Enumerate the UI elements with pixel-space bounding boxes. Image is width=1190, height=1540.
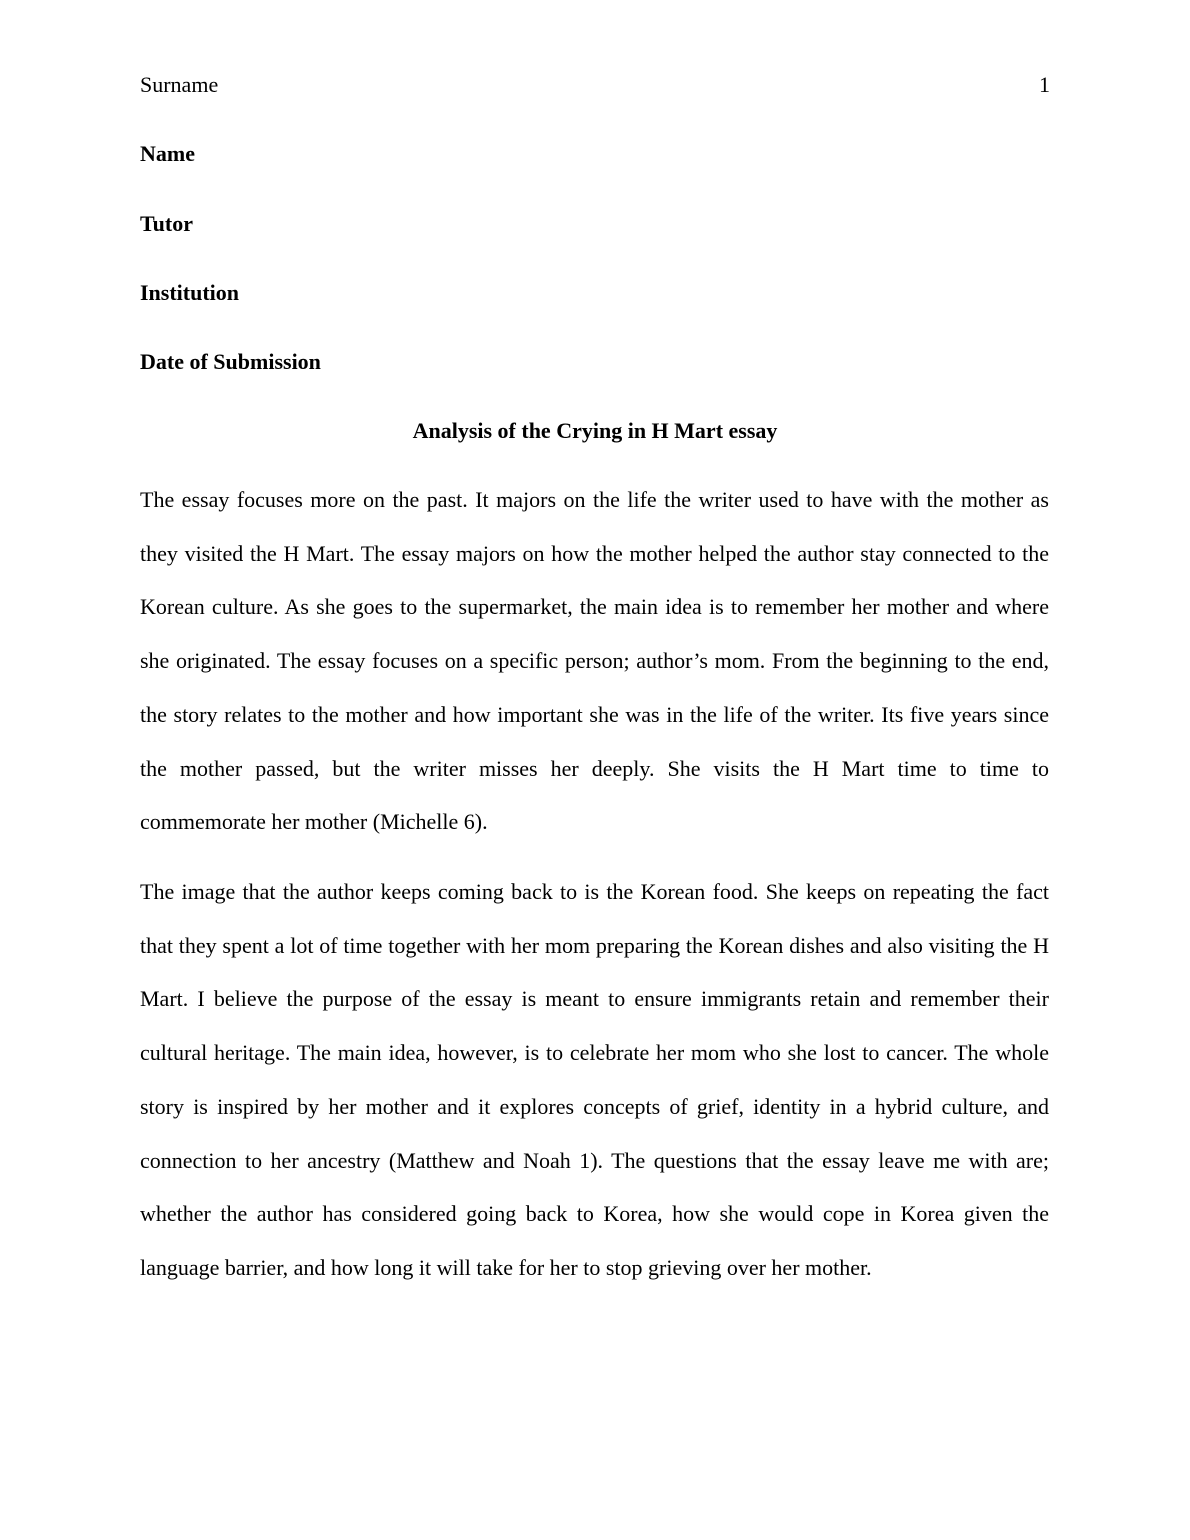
student-name: Name bbox=[140, 141, 195, 166]
body-paragraph-2: The image that the author keeps coming back to is the Korean food. She keeps on repeating the fact that they spent a lot of time together with her mom preparing the Korean dishes and also visiting the H Mart. I believe the purpose of the essay is meant to ensure immigrants retain and remember their cultural heritage. The main idea, however, is to celebrate her mom who she lost to cancer. The whole story is inspired by her mother and it explores concepts of grief, identity in a hybrid culture, and connection to her ancestry (Matthew and Noah 1). The questions that the essay leave me with are; whether the author has considered going back to Korea, how she would cope in Korea given the language barrier, and how long it will take for her to stop grieving over her mother. bbox=[140, 879, 1049, 1280]
submission-date: Date of Submission bbox=[140, 349, 321, 374]
header-surname: Surname bbox=[140, 72, 219, 97]
page-number: 1 bbox=[1039, 72, 1050, 97]
essay-title: Analysis of the Crying in H Mart essay bbox=[412, 418, 778, 443]
tutor-name: Tutor bbox=[140, 211, 193, 236]
page-header bbox=[140, 71, 1050, 99]
institution-name: Institution bbox=[140, 280, 240, 305]
body-paragraph-1: The essay focuses more on the past. It majors on the life the writer used to have with the mother as they visited the H Mart. The essay majors on how the mother helped the author stay connected to the Korean culture. As she goes to the supermarket, the main idea is to remember her mother and where she originated. The essay focuses on a specific person; author’s mom. From the beginning to the end, the story relates to the mother and how important she was in the life of the writer. Its five years since the mother passed, but the writer misses her deeply. She visits the H Mart time to time to commemorate her mother (Michelle 6). bbox=[140, 487, 1049, 835]
